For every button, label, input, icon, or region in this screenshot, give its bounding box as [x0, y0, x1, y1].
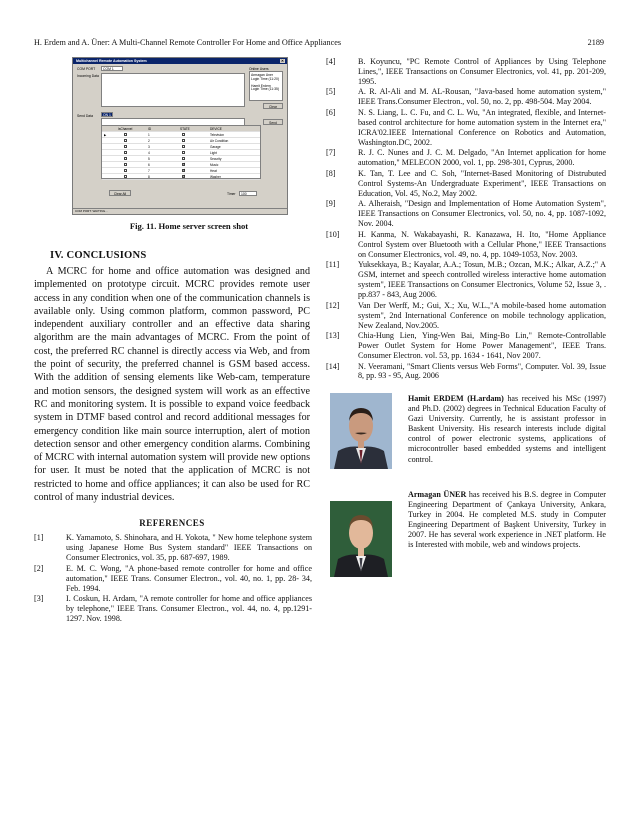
- online-users-list[interactable]: [249, 71, 283, 101]
- reference-text: H. Kanma, N. Wakabayashi, R. Kanazawa, H. Ito, "Home Appliance Control System over Bluetooth with a Cellular Phone," IEEE Transactions on Consumer Electronics, vol. 49, no. 4, pp. 1049-1053, Nov. 2003.: [358, 229, 606, 259]
- row-device: Television: [210, 132, 224, 137]
- row-id: 8: [148, 174, 150, 179]
- reference-number: [6]: [326, 107, 336, 117]
- bio-text: has received his B.S. degree in Computer Engineering Department of Çankaya University, Ankara, Turkey in 2004. He completed M.S. study in Computer Engineering Department of Başkent University, Turkey in 2007. He has several work experience in .NET platform. He is Interested with mobile, web and windows projects.: [408, 490, 606, 550]
- timer-label: Timer: [227, 192, 236, 196]
- reference-text: B. Koyuncu, "PC Remote Control of Appliances by Using Telephone Lines,", IEEE Transactions on Consumer Electronics, vol. 41, pp. 201-209, 1995.: [358, 57, 606, 86]
- send-data-value: ON 1: [103, 113, 111, 118]
- row-id: 1: [148, 132, 150, 137]
- reference-number: [5]: [326, 87, 336, 97]
- state-checkbox[interactable]: [182, 133, 185, 136]
- bio-uner: [408, 490, 606, 551]
- reference-number: [4]: [326, 57, 336, 66]
- bio-name: Armagan ÜNER: [408, 490, 467, 499]
- reference-item: [326, 199, 606, 229]
- figure-caption: Fig. 11. Home server screen shot: [129, 221, 249, 231]
- reference-number: [14]: [326, 361, 340, 371]
- row-id: 4: [148, 150, 150, 155]
- row-device: Music: [210, 162, 219, 167]
- row-id: 6: [148, 162, 150, 167]
- row-device: Light: [210, 150, 217, 155]
- reference-item: [34, 533, 312, 563]
- reference-item: [326, 260, 606, 300]
- state-checkbox[interactable]: [182, 151, 185, 154]
- grid-col-header: STATE: [180, 126, 190, 131]
- reference-item: [326, 108, 606, 148]
- window-title: Multichannel Remote Automation System: [76, 59, 147, 63]
- channel-checkbox[interactable]: [124, 163, 127, 166]
- reference-number: [9]: [326, 199, 336, 209]
- grid-col-header: IsChannel: [118, 126, 133, 131]
- reference-text: N. Veeramani, "Smart Clients versus Web Forms", Computer. Vol. 39, Issue 8, pp. 93 - 95, Aug. 2006: [358, 361, 606, 381]
- grid-rows: [102, 132, 260, 180]
- reference-item: [326, 169, 606, 199]
- window-titlebar: [73, 58, 287, 64]
- reference-text: E. M. C. Wong, "A phone-based remote controller for home and office automation," IEEE Trans. Consumer Electron., vol. 40, no. 1, pp. 28- 34, Feb. 1994.: [66, 563, 312, 593]
- reference-item: [326, 301, 606, 331]
- online-users-label: Online Users: [249, 67, 269, 71]
- online-line: Login Time (11:35): [251, 87, 280, 92]
- row-selector-icon: ▶: [104, 132, 107, 137]
- page-number: 2189: [587, 38, 604, 47]
- incoming-data-box[interactable]: [101, 73, 245, 107]
- references-left: [34, 533, 312, 625]
- reference-text: Van Der Werff, M.; Gui, X.; Xu, W.L.,"A mobile-based home automation system", 2nd International Conference on mobile technology application, New Zealand, Nov.2005.: [358, 300, 606, 330]
- row-id: 5: [148, 156, 150, 161]
- references-heading: REFERENCES: [139, 518, 205, 528]
- state-checkbox[interactable]: [182, 175, 185, 178]
- section-heading: IV. CONCLUSIONS: [50, 250, 147, 261]
- home-server-screenshot: [72, 57, 288, 215]
- channel-checkbox[interactable]: [124, 175, 127, 178]
- reference-item: [326, 87, 606, 107]
- timer-value: 100: [241, 192, 247, 197]
- reference-text: K. Yamamoto, S. Shinohara, and H. Yokota, " New home telephone system using Japanese Home Bus System standard" IEEE Transactions on Consumer Electronics, vol. 35, pp. 687-697, 1989.: [66, 533, 312, 562]
- device-grid[interactable]: [101, 125, 261, 179]
- channel-checkbox[interactable]: [124, 139, 127, 142]
- channel-checkbox[interactable]: [124, 157, 127, 160]
- row-device: Air Condition: [210, 138, 229, 143]
- send-data-input[interactable]: [101, 112, 113, 117]
- row-device: Washer: [210, 174, 221, 179]
- state-checkbox[interactable]: [182, 163, 185, 166]
- author-photo-uner: [330, 501, 392, 577]
- row-device: Heat: [210, 168, 217, 173]
- reference-number: [11]: [326, 260, 340, 270]
- grid-col-header: DEVICE: [210, 126, 222, 131]
- author-photo-erdem: [330, 393, 392, 469]
- reference-text: N. S. Liang, L. C. Fu, and C. L. Wu, "An integrated, flexible, and Internet-based control architecture for home automation system in the Internet era," ICRA'02.IEEE International Conference on Robotics and Automation, Washington.DC, 2002.: [358, 107, 606, 147]
- reference-number: [8]: [326, 168, 336, 178]
- row-id: 3: [148, 144, 150, 149]
- state-checkbox[interactable]: [182, 139, 185, 142]
- reference-text: Yuksekkaya, B.; Kayalar, A.A.; Tosun, M.B.; Ozcan, M.K.; Alkar, A.Z.;" A GSM, internet and speech controlled wireless interactive home automation system", IEEE Transactions on Consumer Electronics, Volume 52, Issue 3, . pp.837 - 843, Aug 2006.: [358, 260, 606, 300]
- row-device: Security: [210, 156, 222, 161]
- grid-row[interactable]: [102, 174, 260, 180]
- reference-text: I. Coskun, H. Ardam, "A remote controller for home and office appliances by telephone," IEEE Trans. Consumer Electron., vol. 44, no. 4, pp.1291-1297. Nov. 1998.: [66, 594, 312, 624]
- bio-text: has received his MSc (1997) and Ph.D. (2002) degrees in Technical Education Faculty of Gazi University. Currently, he is assistant professor in Baskent University. His research interests include digital control of power electronic systems, applications of microcontroller based embedded systems and intelligent control.: [408, 394, 606, 464]
- header-title: H. Erdem and A. Üner: A Multi-Channel Remote Controller For Home and Office Appliances: [34, 38, 342, 47]
- timer-input[interactable]: [239, 191, 257, 196]
- channel-checkbox[interactable]: [124, 151, 127, 154]
- reference-item: [326, 331, 606, 361]
- state-checkbox[interactable]: [182, 169, 185, 172]
- reference-number: [3]: [34, 594, 44, 604]
- status-bar: COM PORT: WAITING...: [73, 208, 287, 214]
- reference-item: [326, 148, 606, 168]
- reference-item: [326, 362, 606, 382]
- com-port-value: COM 1: [103, 67, 114, 72]
- send-data-label: Send Data: [77, 114, 94, 118]
- reference-number: [10]: [326, 229, 340, 239]
- reference-item: [34, 594, 312, 624]
- reference-text: Chia-Hung Lien, Ying-Wen Bai, Ming-Bo Lin," Remote-Controllable Power Outlet System for Home Power Management", IEEE Trans. Consumer Electron. vol. 53, pp. 1634 - 1641, Nov 2007.: [358, 331, 606, 360]
- state-checkbox[interactable]: [182, 157, 185, 160]
- row-device: Garage: [210, 144, 221, 149]
- reference-item: [326, 230, 606, 260]
- close-icon[interactable]: ✕: [281, 58, 284, 63]
- portrait-image: [330, 501, 392, 577]
- reference-text: K. Tan, T. Lee and C. Soh, "Internet-Based Monitoring of Distrubuted Control Systems-An Undergraduate Experiment", IEEE Transactions on Education, Vol. 45, No.2, May 2002.: [358, 168, 606, 198]
- com-port-select[interactable]: [101, 66, 123, 71]
- reference-item: [34, 564, 312, 594]
- references-right: [326, 57, 606, 382]
- com-port-label: COM PORT: [77, 67, 96, 71]
- reference-text: R. J. C. Nunes and J. C. M. Delgado, "An Internet application for home automation," MELECON 2000, vol. 1, pp. 298-301, Cyprus, 2000.: [358, 148, 606, 168]
- bio-name: Hamit ERDEM (H.ardam): [408, 394, 504, 403]
- online-line: Armagan Uner: [251, 73, 274, 77]
- online-line: Login Time (11:20): [251, 76, 280, 81]
- reference-number: [7]: [326, 148, 336, 158]
- conclusion-paragraph: A MCRC for home and office automation was designed and implemented on prototype circuit. MCRC provides remote user access in any condition when one of the communication channels is available only. Using common platform, common password, PC independent auxiliary controller and an effective data sharing algorithm are the main advantages of MCRC. From the point of cost, the preferred RC channel is directly access via Web, and from the point of security, the preferred channel is GSM based access. With the addition of sensing elements like Web-cam, temperature and motion sensors, the designed system will work as an effective RC and monitoring system. It is possible to expand voice feedback system in DTMF based control and record additional messages for emergency condition like main source interruption, alert of motion detection sensor and other emergency condition alarms. Combining of MCRC with internal automation system will provide new options for user. It must be noted that the application of MCRC is not restricted to home and office appliances; it can also be used for RC control of many industrial devices.: [34, 266, 310, 504]
- portrait-image: [330, 393, 392, 469]
- row-id: 2: [148, 138, 150, 143]
- clear-button[interactable]: Clear: [263, 103, 283, 109]
- reference-number: [2]: [34, 563, 44, 573]
- reference-number: [1]: [34, 533, 44, 542]
- incoming-data-label: Incoming Data: [77, 74, 99, 78]
- reference-text: A. Alheraish, "Design and Implementation of Home Automation System", IEEE Transactions on Consumer Electronics, vol. 50, no. 4, pp. 1087-1092, Nov. 2004.: [358, 199, 606, 229]
- bio-erdem: [408, 394, 606, 465]
- reference-number: [12]: [326, 300, 340, 310]
- grid-col-header: ID: [148, 126, 152, 131]
- state-checkbox[interactable]: [182, 145, 185, 148]
- channel-checkbox[interactable]: [124, 145, 127, 148]
- row-id: 7: [148, 168, 150, 173]
- send-button[interactable]: Send: [263, 119, 283, 125]
- reference-text: A. R. Al-Ali and M. AL-Rousan, "Java-based home automation system," IEEE Trans.Consumer Electron., vol. 50, no. 2, pp. 498-504. May 2004.: [358, 87, 606, 107]
- online-line: Hamit Erdem: [251, 83, 271, 88]
- reference-item: [326, 57, 606, 87]
- running-header: [34, 38, 604, 50]
- clear-all-button[interactable]: Clear All: [109, 190, 131, 196]
- channel-checkbox[interactable]: [124, 133, 127, 136]
- channel-checkbox[interactable]: [124, 169, 127, 172]
- reference-number: [13]: [326, 331, 340, 341]
